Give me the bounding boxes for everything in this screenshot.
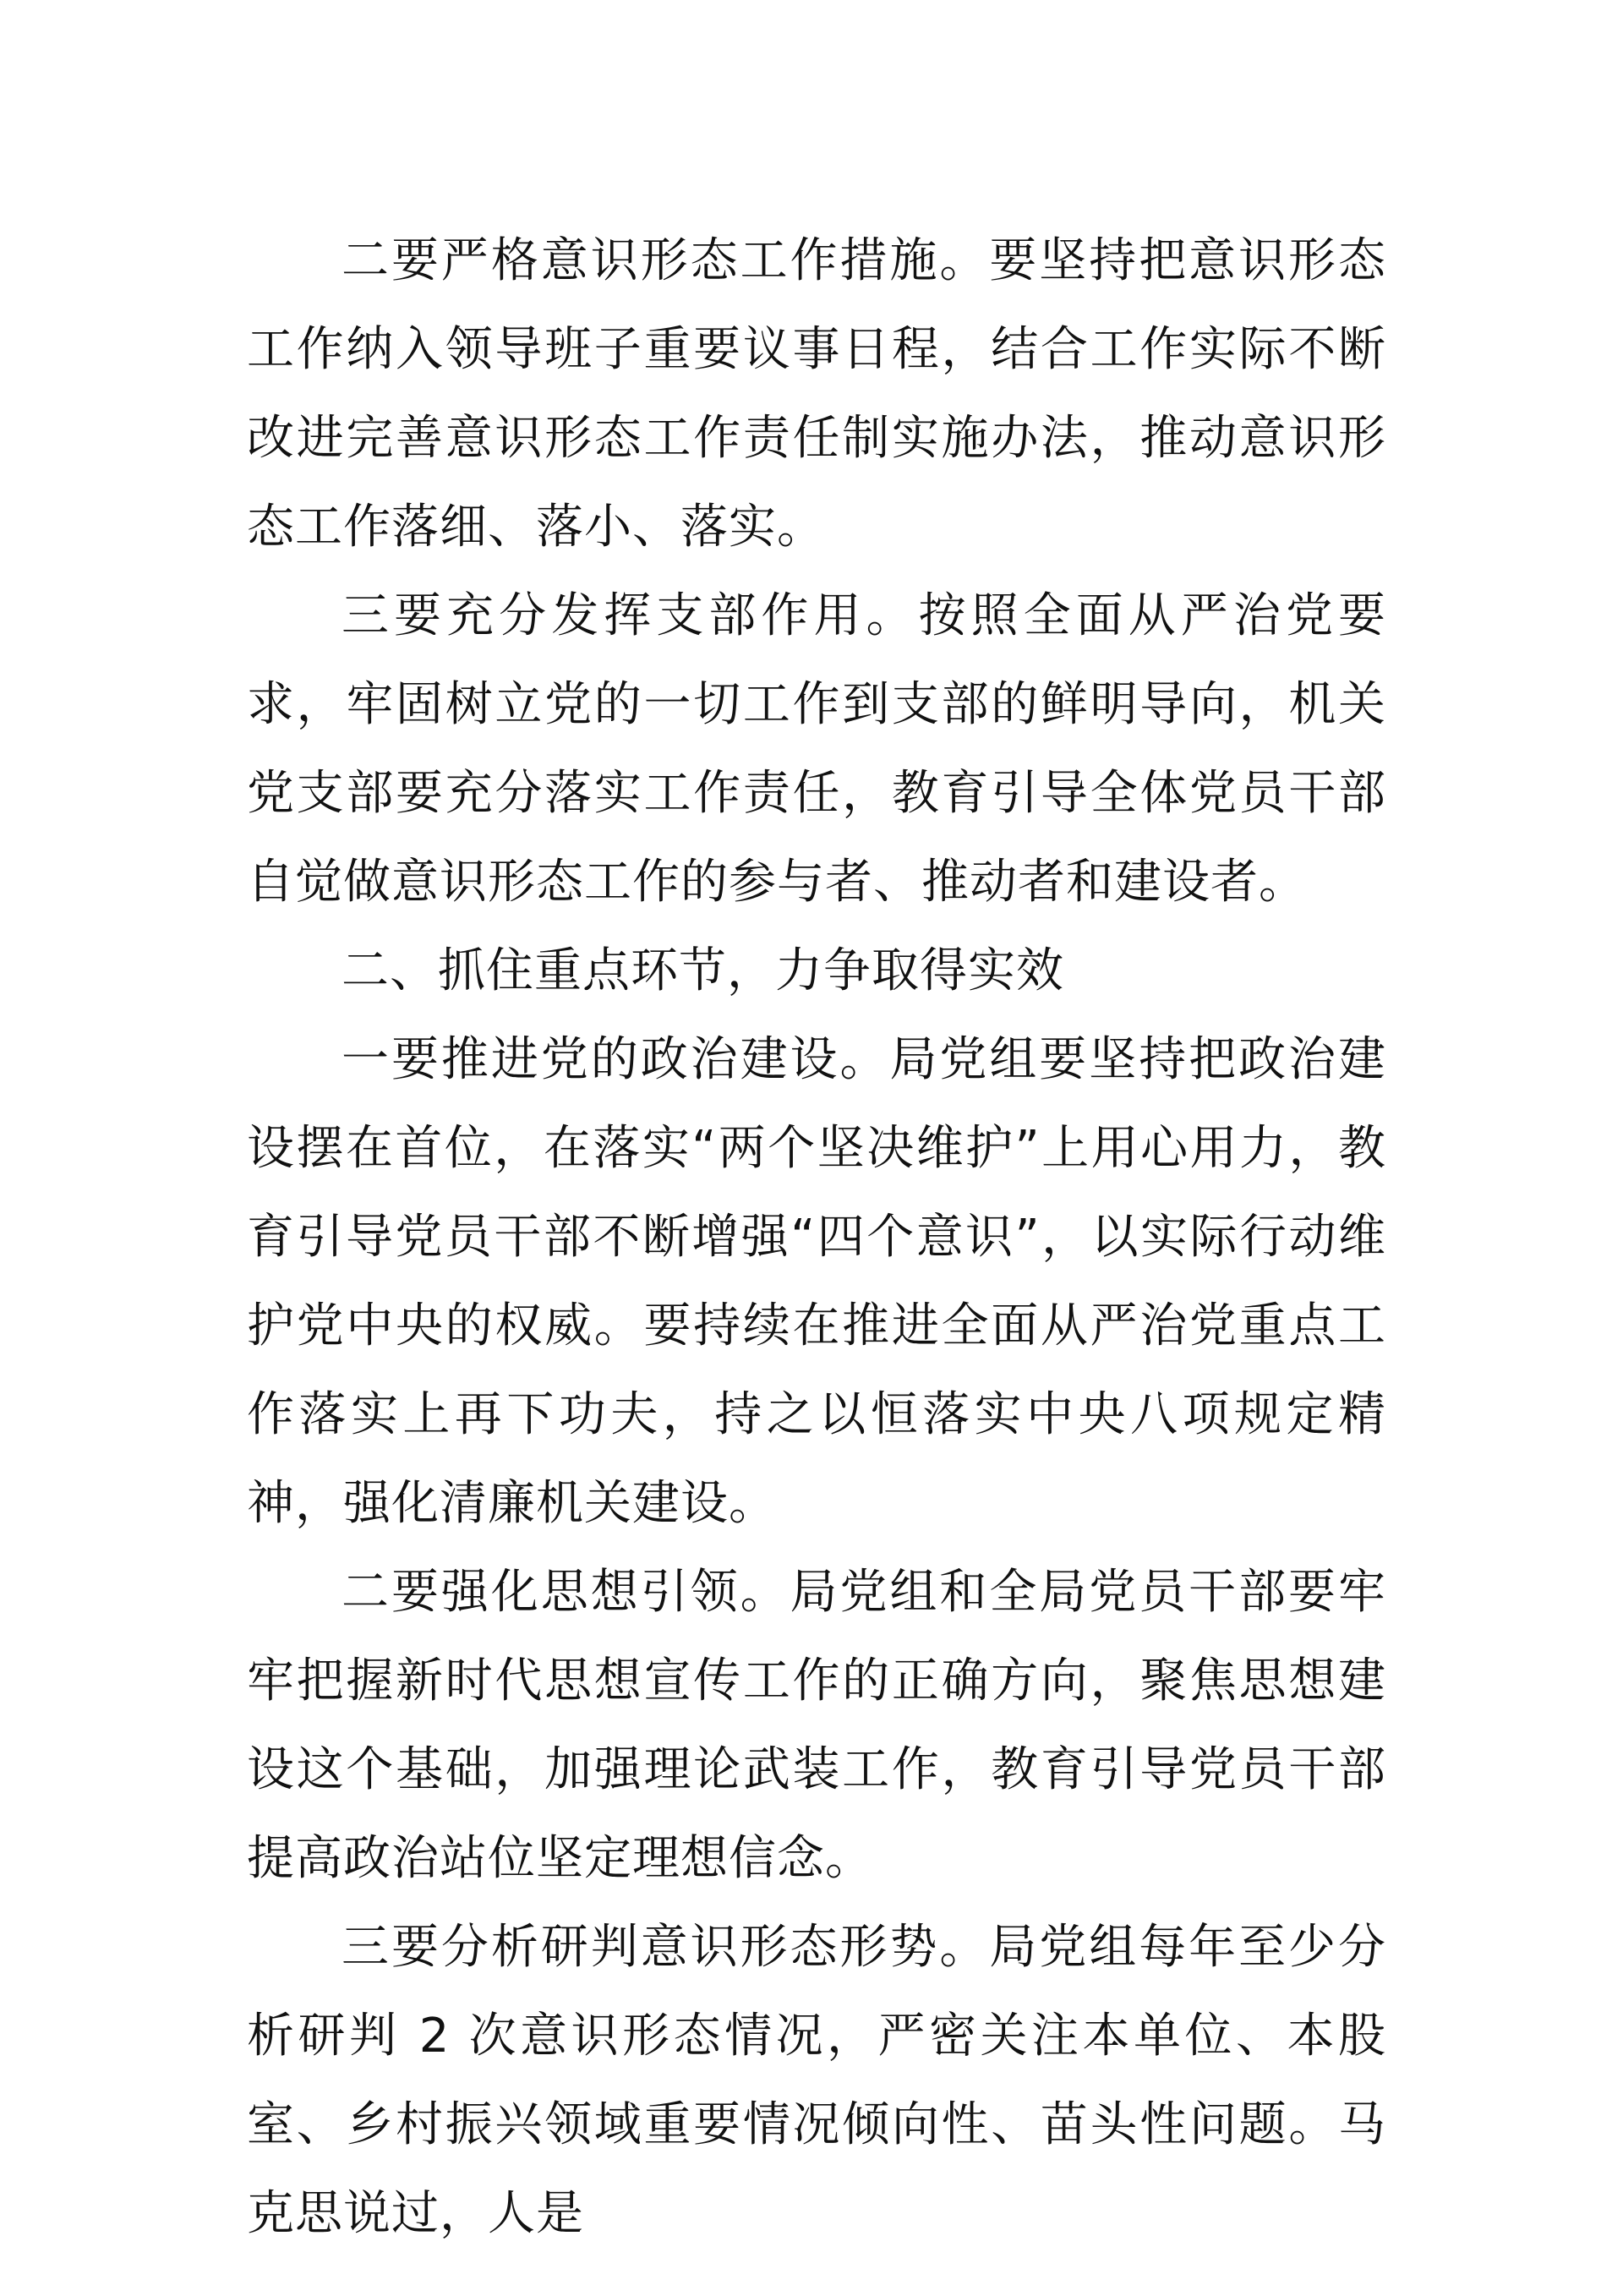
- paragraph-strict-measures: 二要严格意识形态工作措施。要坚持把意识形态工作纳入领导班子重要议事日程，结合工作实际不断改进完善意识形态工作责任制实施办法，推动意识形态工作落细、落小、落实。: [247, 233, 1386, 555]
- paragraph-political-building: 一要推进党的政治建设。局党组要坚持把政治建设摆在首位，在落实“两个坚决维护”上用心用力，教育引导党员干部不断增强“四个意识”，以实际行动维护党中央的权威。要持续在推进全面从严治党重点工作落实上再下功夫，持之以恒落实中央八项规定精神，强化清廉机关建设。: [247, 1032, 1386, 1531]
- document-body: [247, 216, 1386, 2258]
- paragraph-situation-analysis: 三要分析研判意识形态形势。局党组每年至少分析研判 2 次意识形态情况，严密关注本单位、本股室、乡村振兴领域重要情况倾向性、苗头性问题。马克思说过，人是: [247, 1920, 1386, 2241]
- paragraph-branch-role: 三要充分发挥支部作用。按照全面从严治党要求，牢固树立党的一切工作到支部的鲜明导向，机关党支部要充分落实工作责任，教育引导全体党员干部自觉做意识形态工作的参与者、推动者和建设者。: [247, 588, 1386, 910]
- paragraph-ideological-guidance: 二要强化思想引领。局党组和全局党员干部要牢牢把握新时代思想宣传工作的正确方向，聚焦思想建设这个基础，加强理论武装工作，教育引导党员干部提高政治站位坚定理想信念。: [247, 1565, 1386, 1886]
- section-heading-key-links: 二、抓住重点环节，力争取得实效: [342, 943, 1064, 998]
